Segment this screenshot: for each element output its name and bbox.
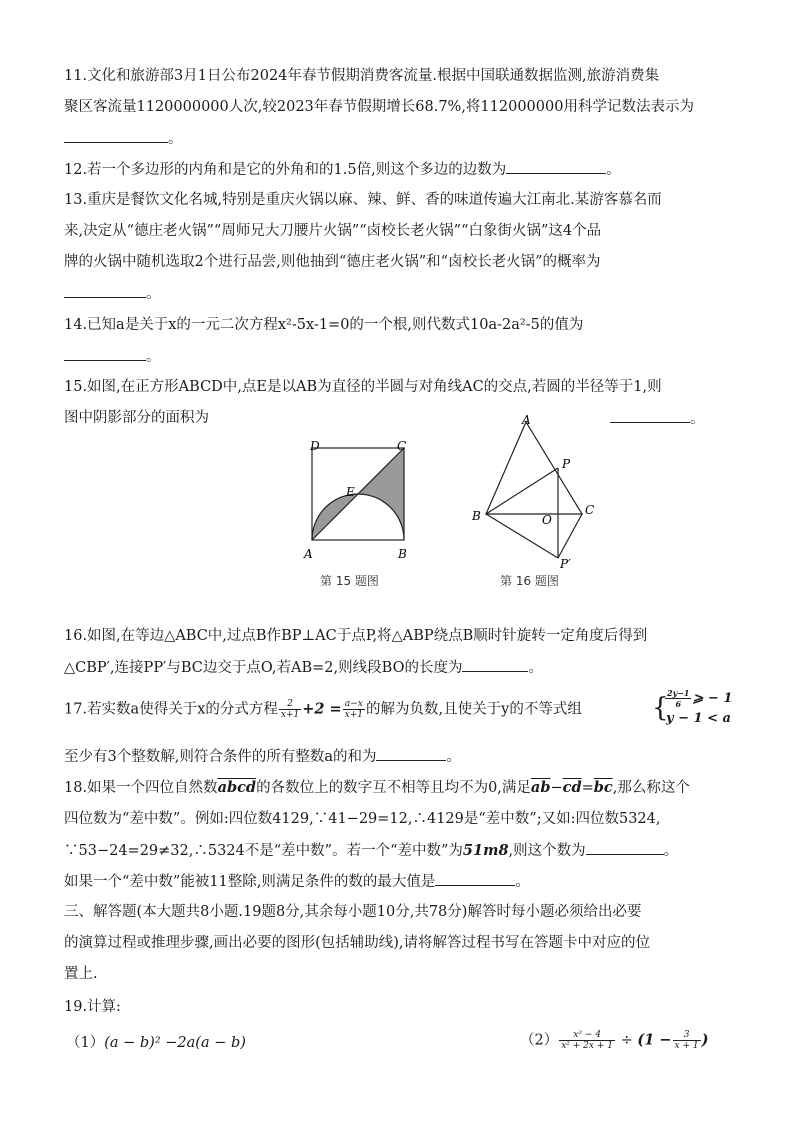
figure-16-caption: 第 16 题图 <box>500 574 559 588</box>
figure-16 <box>466 410 606 570</box>
answer-blank[interactable] <box>506 159 606 174</box>
answer-blank[interactable] <box>64 346 146 361</box>
answer-blank[interactable] <box>586 840 664 855</box>
answer-blank[interactable] <box>376 746 446 761</box>
section3-line1: 三、解答题(本大题共8小题.19题8分,其余每小题10分,共78分)解答时每小题必须给出必要 <box>64 904 642 920</box>
q18-line1: 18.如果一个四位自然数abcd的各数位上的数字互不相等且均不为0,满足$\overline{ab}-\overline{cd}=\overline{bc}$,那么称这个 <box>64 779 690 796</box>
q14-line1: 14.已知a是关于x的一元二次方程x²-5x-1=0的一个根,则代数式10a-2a²-5的值为 <box>64 317 584 333</box>
section3-line2: 的演算过程或推理步骤,画出必要的图形(包括辅助线),请将解答过程书写在答题卡中对应的位 <box>64 935 651 951</box>
segment-p2c <box>558 514 582 558</box>
q16-line2: △CBP′,连接PP′与BC边交于点O,若AB=2,则线段BO的长度为 。 <box>64 657 543 678</box>
label-a: A <box>522 413 531 427</box>
answer-blank[interactable] <box>64 283 146 298</box>
q11-line1: 11.文化和旅游部3月1日公布2024年春节假期消费客流量.根据中国联通数据监测,旅游消费集 <box>64 68 660 84</box>
q13-line2: 来,决定从“德庄老火锅”“周师兄大刀腰片火锅”“卤校长老火锅”“白象街火锅”这4个品 <box>64 223 602 239</box>
q18-line2: 四位数为“差中数”。例如:四位数4129,∵41−29=12,∴4129是“差中数”;又如:四位数5324, <box>64 811 661 827</box>
fraction: $\frac{3}{x + 1}$ <box>674 1030 699 1051</box>
answer-blank[interactable] <box>462 657 528 672</box>
q15-line2: 图中阴影部分的面积为 <box>64 410 209 426</box>
q18-line3: ∵53−24=29≠32,∴5324不是“差中数”。若一个“差中数”为51m8,则这个数为 。 <box>64 842 679 859</box>
q12-line1: 12.若一个多边形的内角和是它的外角和的1.5倍,则这个多边的边数为 。 <box>64 159 621 180</box>
q13-line4: 。 <box>64 283 161 304</box>
q14-line2: 。 <box>64 346 161 367</box>
segment-bp <box>486 468 558 514</box>
label-p: P <box>562 457 571 471</box>
q16-line1: 16.如图,在等边△ABC中,过点B作BP⊥AC于点P,将△ABP绕点B顺时针旋转一定角度后得到 <box>64 628 648 644</box>
label-p-prime: P′ <box>560 557 571 570</box>
answer-blank[interactable] <box>435 871 515 886</box>
fraction: $\frac{\text{x² − 4}}{\text{x² + 2x + 1}}$ <box>561 1030 613 1051</box>
label-b: B <box>398 547 407 561</box>
fraction: $\frac{a-x}{x+1}$ <box>344 699 364 720</box>
answer-blank[interactable] <box>610 408 690 423</box>
label-c: C <box>585 503 595 517</box>
label-c: C <box>397 439 407 453</box>
section3-line3: 置上. <box>64 966 98 982</box>
q17-line2: 至少有3个整数解,则符合条件的所有整数a的和为 。 <box>64 746 461 767</box>
q13-line1: 13.重庆是餐饮文化名城,特别是重庆火锅以麻、辣、鲜、香的味道传遍大江南北.某游客慕名而 <box>64 192 662 208</box>
label-d: D <box>310 439 320 453</box>
label-b: B <box>472 509 481 523</box>
inequality-2: y − 1 < a <box>666 711 731 726</box>
q15-line1: 15.如图,在正方形ABCD中,点E是以AB为直径的半圆与对角线AC的交点,若圆的半径等于1,则 <box>64 379 662 395</box>
fraction: $\frac{2}{x+1}$ <box>280 699 300 720</box>
q17-line1: 17.若实数a使得关于x的分式方程 $\frac{2}{x+1}$ +2 = $\frac{a-x}{x+1}$ 的解为负数,且使关于y的不等式组 <box>64 699 582 720</box>
q15-blank: 。 <box>610 408 705 429</box>
q11-line3: 。 <box>64 128 183 149</box>
q18-line4: 如果一个“差中数”能被11整除,则满足条件的数的最大值是 。 <box>64 871 530 892</box>
label-e: E <box>346 485 355 499</box>
q19-part2: （2） $\frac{\text{x² − 4}}{\text{x² + 2x + 1}}$ ÷ (1 − $\frac{3}{x + 1}$ ) <box>520 1030 709 1051</box>
q19-title: 19.计算: <box>64 999 121 1015</box>
q11-line2: 聚区客流量1120000000人次,较2023年春节假期增长68.7%,将112000000用科学记数法表示为 <box>64 99 694 115</box>
figure-15 <box>300 436 430 566</box>
inequality-1: $\frac{2y-1}{6}$ ⩾ − 1 <box>667 688 733 709</box>
answer-blank[interactable] <box>64 128 168 143</box>
q13-line3: 牌的火锅中随机选取2个进行品尝,则他抽到“德庄老火锅”和“卤校长老火锅”的概率为 <box>64 254 601 270</box>
label-o: O <box>542 513 552 527</box>
q19-part1: （1）(a − b)² −2a(a − b) <box>66 1035 246 1051</box>
label-a: A <box>304 547 313 561</box>
system-brace: { <box>652 693 669 723</box>
figure-15-caption: 第 15 题图 <box>320 574 379 588</box>
